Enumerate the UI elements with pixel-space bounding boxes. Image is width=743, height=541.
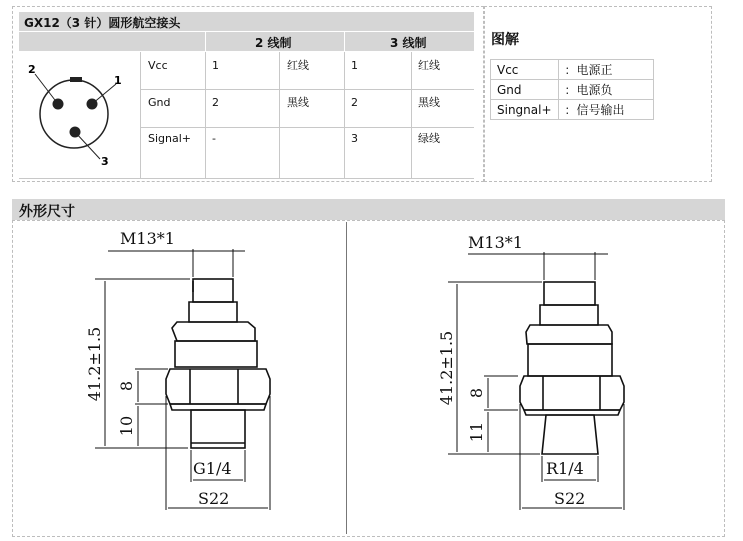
connector-pin-diagram bbox=[22, 56, 138, 174]
legend-row bbox=[491, 80, 654, 100]
dimensions-divider bbox=[346, 222, 347, 534]
row-wire-2wire: 红线 bbox=[287, 59, 309, 72]
drawing-r14 bbox=[430, 224, 640, 514]
grid-line bbox=[279, 52, 280, 178]
legend-value bbox=[558, 60, 653, 80]
legend-row bbox=[491, 60, 654, 80]
drawing-g14 bbox=[80, 224, 290, 514]
row-signal: Gnd bbox=[148, 96, 171, 109]
row-pin-2wire: 1 bbox=[212, 59, 219, 72]
header-divider bbox=[344, 32, 345, 51]
dim-hex: S22 bbox=[554, 489, 586, 508]
row-signal: Signal+ bbox=[148, 132, 192, 145]
legend-key: Vcc bbox=[491, 60, 559, 80]
dim-thread: G1/4 bbox=[193, 459, 232, 478]
dimensions-title-bar bbox=[12, 199, 725, 220]
header-2pin: 2 线制 bbox=[255, 36, 292, 50]
dim-thread-height: 10 bbox=[117, 415, 136, 437]
legend-separator: ： bbox=[564, 63, 577, 77]
row-wire-3wire: 黑线 bbox=[418, 96, 440, 109]
grid-line bbox=[140, 127, 474, 128]
dim-hex-height: 8 bbox=[117, 380, 136, 392]
grid-line bbox=[411, 52, 412, 178]
grid-line bbox=[19, 178, 474, 179]
connector-column-header-bar bbox=[19, 32, 474, 51]
dim-thread: R1/4 bbox=[546, 459, 584, 478]
row-pin-3wire: 2 bbox=[351, 96, 358, 109]
row-pin-2wire: 2 bbox=[212, 96, 219, 109]
pin-label-3: 3 bbox=[101, 155, 109, 168]
grid-line bbox=[140, 89, 474, 90]
dim-hex: S22 bbox=[198, 489, 230, 508]
connector-title-bar bbox=[19, 12, 474, 31]
legend-title: 图解 bbox=[491, 32, 519, 48]
legend-value-text: 信号输出 bbox=[576, 103, 625, 117]
row-pin-2wire: - bbox=[212, 132, 216, 145]
grid-line bbox=[205, 52, 206, 178]
row-signal: Vcc bbox=[148, 59, 168, 72]
dim-top-thread: M13*1 bbox=[120, 229, 175, 248]
legend-key: Gnd bbox=[491, 80, 559, 100]
connector-outline bbox=[40, 80, 108, 148]
legend-separator: ： bbox=[564, 103, 577, 117]
row-pin-3wire: 3 bbox=[351, 132, 358, 145]
legend-key: Singnal+ bbox=[491, 100, 559, 120]
connector-title: GX12（3 针）圆形航空接头 bbox=[24, 16, 181, 30]
dim-hex-height: 8 bbox=[467, 387, 486, 399]
dim-total-height: 41.2±1.5 bbox=[437, 330, 456, 406]
legend-separator: ： bbox=[564, 83, 577, 97]
dimensions-title: 外形尺寸 bbox=[19, 204, 75, 220]
row-pin-3wire: 1 bbox=[351, 59, 358, 72]
legend-value-text: 电源正 bbox=[576, 63, 613, 77]
grid-line bbox=[140, 52, 141, 178]
header-divider bbox=[205, 32, 206, 51]
legend-value bbox=[558, 100, 653, 120]
pin-label-1: 1 bbox=[114, 74, 122, 87]
connector-key bbox=[70, 77, 82, 82]
grid-line bbox=[344, 52, 345, 178]
row-wire-3wire: 绿线 bbox=[418, 132, 440, 145]
row-wire-3wire: 红线 bbox=[418, 59, 440, 72]
legend-row bbox=[491, 100, 654, 120]
legend-value-text: 电源负 bbox=[576, 83, 613, 97]
row-wire-2wire: 黑线 bbox=[287, 96, 309, 109]
legend-table bbox=[490, 59, 654, 120]
dim-total-height: 41.2±1.5 bbox=[85, 326, 104, 402]
dim-top-thread: M13*1 bbox=[468, 233, 523, 252]
pin-label-2: 2 bbox=[28, 63, 36, 76]
legend-value bbox=[558, 80, 653, 100]
dim-thread-height: 11 bbox=[467, 421, 486, 443]
header-3pin: 3 线制 bbox=[390, 36, 427, 50]
